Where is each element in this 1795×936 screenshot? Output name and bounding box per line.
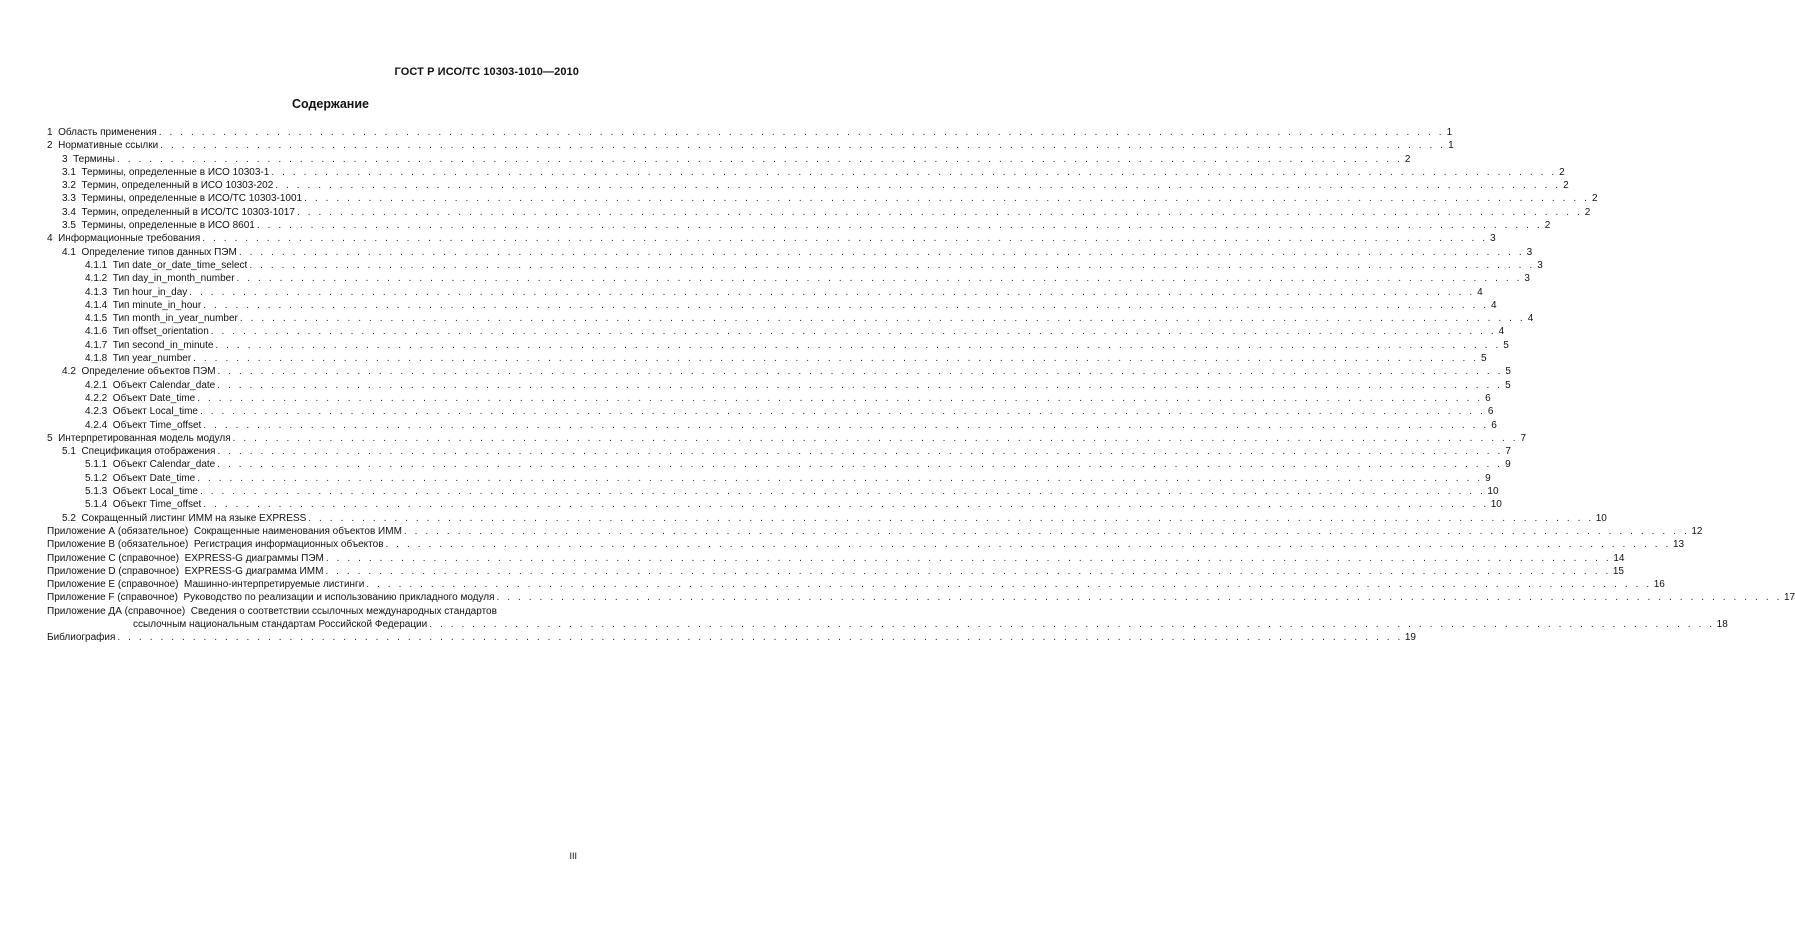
toc-entry-page: 4 [1527, 313, 1534, 325]
toc-dot-leader: . . . . . . . . . . . . . . . . . . . . . . . . . . . . . . . . . . . . . . . . . . . . . . . . . . . . . . . . . . . . . . . . . . . . . . . . . . . . . . . . . . . . . . . . . . . . . . . . . . . . . . . . . . . . . . . . . . . . . . . . [304, 193, 1590, 205]
toc-entry-title: 4.1.1 Тип date_or_date_time_select [85, 259, 248, 271]
toc-entry-title: 4 Информационные требования [47, 233, 201, 245]
toc-dot-leader: . . . . . . . . . . . . . . . . . . . . . . . . . . . . . . . . . . . . . . . . . . . . . . . . . . . . . . . . . . . . . . . . . . . . . . . . . . . . . . . . . . . . . . . . . . . . . . . . . . . . . . . . . . . . . . . . . . . . . . . . [325, 565, 1611, 577]
toc-entry-page: 2 [1559, 166, 1565, 178]
toc-entry[interactable] [47, 325, 1505, 338]
toc-dot-leader: . . . . . . . . . . . . . . . . . . . . . . . . . . . . . . . . . . . . . . . . . . . . . . . . . . . . . . . . . . . . . . . . . . . . . . . . . . . . . . . . . . . . . . . . . . . . . . . . . . . . . . . . . . . . . . . . . . . . . . . . [193, 353, 1479, 365]
toc-entry-title: 5.1.1 Объект Calendar_date [85, 459, 216, 471]
toc-entry[interactable] [47, 419, 1497, 432]
toc-dot-leader: . . . . . . . . . . . . . . . . . . . . . . . . . . . . . . . . . . . . . . . . . . . . . . . . . . . . . . . . . . . . . . . . . . . . . . . . . . . . . . . . . . . . . . . . . . . . . . . . . . . . . . . . . . . . . . . . . . . . . . . . [271, 166, 1557, 178]
toc-entry-title: 5 Интерпретированная модель модуля [47, 432, 231, 444]
toc-entry-page: 10 [1595, 512, 1607, 524]
page-title: Содержание [291, 97, 369, 111]
toc-entry-page: 3 [1490, 233, 1496, 245]
toc-entry[interactable] [47, 166, 1565, 179]
toc-dot-leader: . . . . . . . . . . . . . . . . . . . . . . . . . . . . . . . . . . . . . . . . . . . . . . . . . . . . . . . . . . . . . . . . . . . . . . . . . . . . . . . . . . . . . . . . . . . . . . . . . . . . . . . . . . . . . . . . . . . . . . . . [160, 140, 1446, 152]
toc-entry-title: Приложение ДА (справочное) Сведения о соответствии ссылочных международных стандартов [47, 605, 497, 617]
toc-entry-title: Приложение В (обязательное) Регистрация информационных объектов [47, 539, 384, 551]
toc-dot-leader: . . . . . . . . . . . . . . . . . . . . . . . . . . . . . . . . . . . . . . . . . . . . . . . . . . . . . . . . . . . . . . . . . . . . . . . . . . . . . . . . . . . . . . . . . . . . . . . . . . . . . . . . . . . . . . . . . . . . . . . . [249, 259, 1535, 271]
toc-entry[interactable] [47, 405, 1494, 418]
toc-entry[interactable] [47, 206, 1591, 219]
toc-entry-page: 2 [1544, 220, 1551, 232]
toc-entry[interactable] [47, 179, 1569, 192]
toc-entry-title: 4.1.6 Тип offset_orientation [85, 326, 209, 338]
toc-dot-leader: . . . . . . . . . . . . . . . . . . . . . . . . . . . . . . . . . . . . . . . . . . . . . . . . . . . . . . . . . . . . . . . . . . . . . . . . . . . . . . . . . . . . . . . . . . . . . . . . . . . . . . . . . . . . . . . . . . . . . . . . [197, 392, 1483, 404]
toc-entry-page: 6 [1485, 392, 1491, 404]
toc-dot-leader: . . . . . . . . . . . . . . . . . . . . . . . . . . . . . . . . . . . . . . . . . . . . . . . . . . . . . . . . . . . . . . . . . . . . . . . . . . . . . . . . . . . . . . . . . . . . . . . . . . . . . . . . . . . . . . . . . . . . . . . . [189, 286, 1475, 298]
toc-dot-leader: . . . . . . . . . . . . . . . . . . . . . . . . . . . . . . . . . . . . . . . . . . . . . . . . . . . . . . . . . . . . . . . . . . . . . . . . . . . . . . . . . . . . . . . . . . . . . . . . . . . . . . . . . . . . . . . . . . . . . . . . [325, 552, 1612, 564]
toc-entry-title: 1 Область применения [47, 127, 157, 138]
toc-entry-title: 4.2.3 Объект Local_time [85, 406, 198, 418]
toc-entry-page: 2 [1563, 180, 1569, 192]
toc-entry-page: 5 [1481, 353, 1487, 365]
toc-entry-page: 4 [1491, 299, 1497, 311]
toc-entry[interactable] [47, 485, 1499, 498]
toc-entry-title: 3.4 Термин, определенный в ИСО/ТС 10303-1017 [62, 206, 295, 218]
toc-dot-leader: . . . . . . . . . . . . . . . . . . . . . . . . . . . . . . . . . . . . . . . . . . . . . . . . . . . . . . . . . . . . . . . . . . . . . . . . . . . . . . . . . . . . . . . . . . . . . . . . . . . . . . . . . . . . . . . . . . . . . . . . [210, 326, 1497, 338]
toc-entry-title: Приложение А (обязательное) Сокращенные наименования объектов ИММ [47, 525, 402, 537]
toc-dot-leader: . . . . . . . . . . . . . . . . . . . . . . . . . . . . . . . . . . . . . . . . . . . . . . . . . . . . . . . . . . . . . . . . . . . . . . . . . . . . . . . . . . . . . . . . . . . . . . . . . . . . . . . . . . . . . . . . . . . . . . . . [366, 579, 1652, 591]
toc-dot-leader: . . . . . . . . . . . . . . . . . . . . . . . . . . . . . . . . . . . . . . . . . . . . . . . . . . . . . . . . . . . . . . . . . . . . . . . . . . . . . . . . . . . . . . . . . . . . . . . . . . . . . . . . . . . . . . . . . . . . . . . . [232, 432, 1519, 444]
toc-entry[interactable] [47, 631, 1416, 644]
toc-dot-leader: . . . . . . . . . . . . . . . . . . . . . . . . . . . . . . . . . . . . . . . . . . . . . . . . . . . . . . . . . . . . . . . . . . . . . . . . . . . . . . . . . . . . . . . . . . . . . . . . . . . . . . . . . . . . . . . . . . . . . . . . [197, 472, 1483, 484]
toc-entry-page: 12 [1691, 525, 1703, 537]
toc-dot-leader: . . . . . . . . . . . . . . . . . . . . . . . . . . . . . . . . . . . . . . . . . . . . . . . . . . . . . . . . . . . . . . . . . . . . . . . . . . . . . . . . . . . . . . . . . . . . . . . . . . . . . . . . . . . . . . . . . . . . . . . . [429, 618, 1715, 630]
toc-entry-title: Библиография [47, 632, 116, 644]
toc-dot-leader: . . . . . . . . . . . . . . . . . . . . . . . . . . . . . . . . . . . . . . . . . . . . . . . . . . . . . . . . . . . . . . . . . . . . . . . . . . . . . . . . . . . . . . . . . . . . . . . . . . . . . . . . . . . . . . . . . . . . . . . . [403, 525, 1690, 537]
toc-dot-leader: . . . . . . . . . . . . . . . . . . . . . . . . . . . . . . . . . . . . . . . . . . . . . . . . . . . . . . . . . . . . . . . . . . . . . . . . . . . . . . . . . . . . . . . . . . . . . . . . . . . . . . . . . . . . . . . . . . . . . . . . [203, 419, 1489, 431]
toc-dot-leader: . . . . . . . . . . . . . . . . . . . . . . . . . . . . . . . . . . . . . . . . . . . . . . . . . . . . . . . . . . . . . . . . . . . . . . . . . . . . . . . . . . . . . . . . . . . . . . . . . . . . . . . . . . . . . . . . . . . . . . . . [117, 632, 1403, 644]
toc-dot-leader: . . . . . . . . . . . . . . . . . . . . . . . . . . . . . . . . . . . . . . . . . . . . . . . . . . . . . . . . . . . . . . . . . . . . . . . . . . . . . . . . . . . . . . . . . . . . . . . . . . . . . . . . . . . . . . . . . . . . . . . . [158, 127, 1445, 138]
toc-entry-page: 5 [1505, 366, 1511, 378]
toc-entry-page: 13 [1672, 539, 1685, 551]
toc-dot-leader: . . . . . . . . . . . . . . . . . . . . . . . . . . . . . . . . . . . . . . . . . . . . . . . . . . . . . . . . . . . . . . . . . . . . . . . . . . . . . . . . . . . . . . . . . . . . . . . . . . . . . . . . . . . . . . . . . . . . . . . . [236, 273, 1522, 285]
toc-entry[interactable] [47, 525, 1703, 538]
toc-dot-leader: . . . . . . . . . . . . . . . . . . . . . . . . . . . . . . . . . . . . . . . . . . . . . . . . . . . . . . . . . . . . . . . . . . . . . . . . . . . . . . . . . . . . . . . . . . . . . . . . . . . . . . . . . . . . . . . . . . . . . . . . [200, 486, 1486, 498]
toc-entry-page: 7 [1505, 446, 1511, 458]
toc-dot-leader: . . . . . . . . . . . . . . . . . . . . . . . . . . . . . . . . . . . . . . . . . . . . . . . . . . . . . . . . . . . . . . . . . . . . . . . . . . . . . . . . . . . . . . . . . . . . . . . . . . . . . . . . . . . . . . . . . . . . . . . . [217, 379, 1503, 391]
table-of-contents [47, 126, 1795, 645]
toc-entry[interactable] [47, 299, 1497, 312]
toc-entry-title: 5.1.4 Объект Time_offset [85, 499, 202, 511]
toc-entry[interactable] [47, 139, 1454, 152]
toc-entry[interactable] [47, 498, 1502, 511]
toc-entry-title: ссылочным национальным стандартам Российской Федерации [133, 618, 428, 630]
toc-dot-leader: . . . . . . . . . . . . . . . . . . . . . . . . . . . . . . . . . . . . . . . . . . . . . . . . . . . . . . . . . . . . . . . . . . . . . . . . . . . . . . . . . . . . . . . . . . . . . . . . . . . . . . . . . . . . . . . . . . . . . . . . [256, 220, 1543, 232]
toc-entry-title: Приложение F (справочное) Руководство по реализации и использованию прикладного модуля [47, 592, 495, 604]
page-number: III [569, 851, 577, 861]
toc-entry-title: 4.2 Определение объектов ПЭМ [62, 366, 216, 378]
toc-entry[interactable] [47, 578, 1665, 591]
toc-entry[interactable] [47, 192, 1598, 205]
toc-dot-leader: . . . . . . . . . . . . . . . . . . . . . . . . . . . . . . . . . . . . . . . . . . . . . . . . . . . . . . . . . . . . . . . . . . . . . . . . . . . . . . . . . . . . . . . . . . . . . . . . . . . . . . . . . . . . . . . . . . . . . . . . [385, 539, 1671, 551]
toc-entry-title: 4.1.4 Тип minute_in_hour [85, 299, 202, 311]
toc-entry-page: 6 [1491, 419, 1497, 431]
toc-entry[interactable] [47, 153, 1411, 166]
toc-entry-page: 5 [1505, 379, 1511, 391]
toc-entry-page: 2 [1584, 206, 1591, 218]
toc-entry-page: 10 [1490, 499, 1502, 511]
toc-dot-leader: . . . . . . . . . . . . . . . . . . . . . . . . . . . . . . . . . . . . . . . . . . . . . . . . . . . . . . . . . . . . . . . . . . . . . . . . . . . . . . . . . . . . . . . . . . . . . . . . . . . . . . . . . . . . . . . . . . . . . . . . [217, 459, 1503, 471]
toc-entry[interactable] [47, 259, 1543, 272]
toc-entry-title: Приложение Е (справочное) Машинно-интерпретируемые листинги [47, 579, 365, 591]
toc-entry[interactable] [47, 379, 1511, 392]
toc-entry-page: 14 [1613, 552, 1625, 564]
toc-entry[interactable] [47, 352, 1487, 365]
toc-entry[interactable] [47, 365, 1511, 378]
toc-entry-page: 1 [1448, 140, 1454, 152]
toc-entry[interactable] [47, 312, 1534, 325]
toc-entry[interactable] [47, 272, 1530, 285]
toc-entry-page: 10 [1487, 486, 1499, 498]
toc-entry-page: 18 [1716, 618, 1728, 630]
toc-entry-page: 2 [1404, 153, 1411, 165]
toc-entry-page: 9 [1485, 472, 1491, 484]
toc-entry-page: 3 [1526, 246, 1533, 258]
toc-dot-leader: . . . . . . . . . . . . . . . . . . . . . . . . . . . . . . . . . . . . . . . . . . . . . . . . . . . . . . . . . . . . . . . . . . . . . . . . . . . . . . . . . . . . . . . . . . . . . . . . . . . . . . . . . . . . . . . . . . . . . . . . [496, 592, 1782, 604]
toc-entry[interactable] [47, 126, 1453, 139]
toc-entry[interactable] [47, 565, 1624, 578]
toc-entry-page: 1 [1446, 127, 1453, 138]
toc-dot-leader: . . . . . . . . . . . . . . . . . . . . . . . . . . . . . . . . . . . . . . . . . . . . . . . . . . . . . . . . . . . . . . . . . . . . . . . . . . . . . . . . . . . . . . . . . . . . . . . . . . . . . . . . . . . . . . . . . . . . . . . . [296, 206, 1583, 218]
toc-entry-title: 4.2.1 Объект Calendar_date [85, 379, 216, 391]
toc-entry-title: 4.1.2 Тип day_in_month_number [85, 273, 235, 285]
toc-entry-page: 9 [1505, 459, 1511, 471]
toc-entry-title: 5.2 Сокращенный листинг ИММ на языке EXPRESS [62, 512, 307, 524]
toc-dot-leader: . . . . . . . . . . . . . . . . . . . . . . . . . . . . . . . . . . . . . . . . . . . . . . . . . . . . . . . . . . . . . . . . . . . . . . . . . . . . . . . . . . . . . . . . . . . . . . . . . . . . . . . . . . . . . . . . . . . . . . . . [203, 499, 1489, 511]
toc-entry-title: Приложение С (справочное) EXPRESS-G диаграммы ПЭМ [47, 552, 324, 564]
toc-dot-leader: . . . . . . . . . . . . . . . . . . . . . . . . . . . . . . . . . . . . . . . . . . . . . . . . . . . . . . . . . . . . . . . . . . . . . . . . . . . . . . . . . . . . . . . . . . . . . . . . . . . . . . . . . . . . . . . . . . . . . . . . [200, 406, 1486, 418]
toc-dot-leader: . . . . . . . . . . . . . . . . . . . . . . . . . . . . . . . . . . . . . . . . . . . . . . . . . . . . . . . . . . . . . . . . . . . . . . . . . . . . . . . . . . . . . . . . . . . . . . . . . . . . . . . . . . . . . . . . . . . . . . . . [116, 153, 1403, 165]
toc-entry-title: 4.1 Определение типов данных ПЭМ [62, 246, 237, 258]
toc-entry[interactable] [47, 538, 1685, 551]
toc-entry[interactable] [47, 246, 1533, 259]
toc-entry[interactable] [47, 552, 1625, 565]
toc-dot-leader: . . . . . . . . . . . . . . . . . . . . . . . . . . . . . . . . . . . . . . . . . . . . . . . . . . . . . . . . . . . . . . . . . . . . . . . . . . . . . . . . . . . . . . . . . . . . . . . . . . . . . . . . . . . . . . . . . . . . . . . . [275, 180, 1561, 192]
toc-dot-leader: . . . . . . . . . . . . . . . . . . . . . . . . . . . . . . . . . . . . . . . . . . . . . . . . . . . . . . . . . . . . . . . . . . . . . . . . . . . . . . . . . . . . . . . . . . . . . . . . . . . . . . . . . . . . . . . . . . . . . . . . [308, 512, 1594, 524]
toc-entry[interactable] [47, 339, 1509, 352]
toc-entry[interactable] [47, 232, 1496, 245]
toc-dot-leader: . . . . . . . . . . . . . . . . . . . . . . . . . . . . . . . . . . . . . . . . . . . . . . . . . . . . . . . . . . . . . . . . . . . . . . . . . . . . . . . . . . . . . . . . . . . . . . . . . . . . . . . . . . . . . . . . . . . . . . . . [217, 446, 1503, 458]
toc-dot-leader: . . . . . . . . . . . . . . . . . . . . . . . . . . . . . . . . . . . . . . . . . . . . . . . . . . . . . . . . . . . . . . . . . . . . . . . . . . . . . . . . . . . . . . . . . . . . . . . . . . . . . . . . . . . . . . . . . . . . . . . . [239, 313, 1526, 325]
toc-entry[interactable] [47, 458, 1511, 471]
toc-entry-title: 3 Термины [62, 153, 115, 165]
toc-entry-title: 4.1.5 Тип month_in_year_number [85, 313, 238, 325]
toc-entry-page: 15 [1612, 565, 1624, 577]
toc-entry-title: 3.1 Термины, определенные в ИСО 10303-1 [62, 166, 270, 178]
toc-entry[interactable] [47, 591, 1795, 604]
toc-entry[interactable] [47, 618, 1728, 631]
toc-dot-leader: . . . . . . . . . . . . . . . . . . . . . . . . . . . . . . . . . . . . . . . . . . . . . . . . . . . . . . . . . . . . . . . . . . . . . . . . . . . . . . . . . . . . . . . . . . . . . . . . . . . . . . . . . . . . . . . . . . . . . . . . [217, 366, 1503, 378]
toc-entry-title: 4.2.4 Объект Time_offset [85, 419, 202, 431]
toc-entry-title: Приложение D (справочное) EXPRESS-G диаграмма ИММ [47, 565, 324, 577]
toc-entry-page: 4 [1498, 326, 1505, 338]
toc-entry-title: 3.5 Термины, определенные в ИСО 8601 [62, 220, 255, 232]
toc-entry-page: 16 [1653, 579, 1665, 591]
toc-entry[interactable] [47, 219, 1551, 232]
toc-entry-page: 19 [1404, 632, 1416, 644]
toc-entry-title: 5.1.2 Объект Date_time [85, 472, 196, 484]
toc-entry-title: 4.2.2 Объект Date_time [85, 392, 196, 404]
toc-entry-page: 17 [1783, 592, 1795, 604]
toc-entry-page: 4 [1477, 286, 1483, 298]
toc-entry-title: 4.1.3 Тип hour_in_day [85, 286, 188, 298]
toc-dot-leader: . . . . . . . . . . . . . . . . . . . . . . . . . . . . . . . . . . . . . . . . . . . . . . . . . . . . . . . . . . . . . . . . . . . . . . . . . . . . . . . . . . . . . . . . . . . . . . . . . . . . . . . . . . . . . . . . . . . . . . . . [238, 246, 1525, 258]
toc-entry[interactable] [47, 445, 1511, 458]
toc-entry[interactable] [47, 392, 1491, 405]
toc-dot-leader: . . . . . . . . . . . . . . . . . . . . . . . . . . . . . . . . . . . . . . . . . . . . . . . . . . . . . . . . . . . . . . . . . . . . . . . . . . . . . . . . . . . . . . . . . . . . . . . . . . . . . . . . . . . . . . . . . . . . . . . . [202, 233, 1488, 245]
document-header: ГОСТ Р ИСО/ТС 10303-1010—2010 [394, 66, 579, 78]
toc-entry[interactable] [47, 605, 584, 618]
toc-entry-title: 4.1.8 Тип year_number [85, 353, 192, 365]
toc-entry-title: 2 Нормативные ссылки [47, 140, 159, 152]
toc-entry-page: 7 [1520, 432, 1527, 444]
toc-entry-page: 2 [1591, 193, 1598, 205]
toc-entry-page: 6 [1487, 406, 1494, 418]
toc-entry-title: 5.1.3 Объект Local_time [85, 486, 198, 498]
toc-entry[interactable] [47, 512, 1607, 525]
toc-entry[interactable] [47, 286, 1483, 299]
toc-entry-page: 3 [1537, 259, 1543, 271]
toc-dot-leader: . . . . . . . . . . . . . . . . . . . . . . . . . . . . . . . . . . . . . . . . . . . . . . . . . . . . . . . . . . . . . . . . . . . . . . . . . . . . . . . . . . . . . . . . . . . . . . . . . . . . . . . . . . . . . . . . . . . . . . . . [215, 339, 1501, 351]
toc-entry-title: 3.2 Термин, определенный в ИСО 10303-202 [62, 180, 274, 192]
toc-entry[interactable] [47, 432, 1527, 445]
toc-entry-title: 4.1.7 Тип second_in_minute [85, 339, 214, 351]
toc-entry-title: 5.1 Спецификация отображения [62, 446, 216, 458]
toc-entry-page: 3 [1524, 273, 1530, 285]
toc-entry-title: 3.3 Термины, определенные в ИСО/ТС 10303-1001 [62, 193, 303, 205]
toc-entry[interactable] [47, 472, 1491, 485]
toc-dot-leader: . . . . . . . . . . . . . . . . . . . . . . . . . . . . . . . . . . . . . . . . . . . . . . . . . . . . . . . . . . . . . . . . . . . . . . . . . . . . . . . . . . . . . . . . . . . . . . . . . . . . . . . . . . . . . . . . . . . . . . . . [203, 299, 1489, 311]
toc-entry-page: 5 [1503, 339, 1509, 351]
